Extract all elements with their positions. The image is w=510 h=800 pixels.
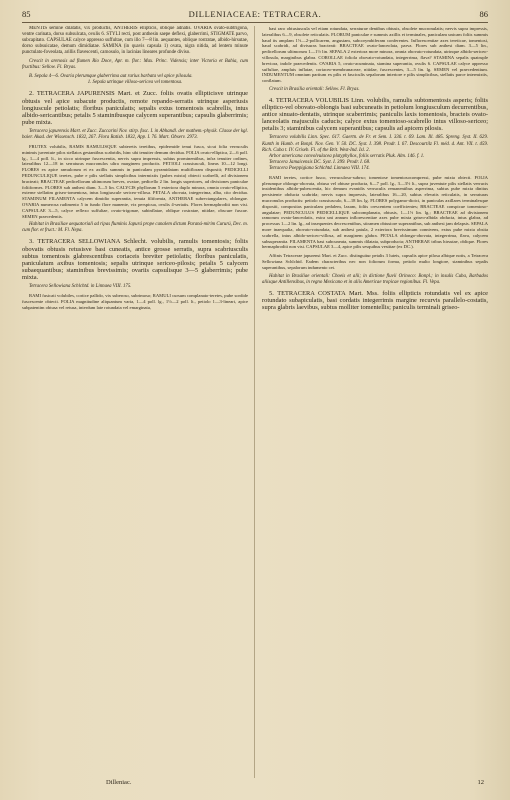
- column-divider: [254, 26, 255, 778]
- text-paragraph: RAMI teretes, cortice fusco, verruculoso-subrso; tomentose tomentosocompressi, pube mixta obtecti. FOLIA plerumque oblongo-obovata, obtusa vel obtuse producta, 6—7 poll. lg., 3—3½ lt., supra juventute pilis stellatis verrucis insidentibus albido-pubescentia, hic demum evanidis verruculis remanentibus asperrima, subtus pube mixta dinitus persistente obducta scabrida; nervis supra impressis, lateralibus 16—20, subtus elevatis reticulatis, in serraturas mucronulos productis: petiolo crassiusculo, 6—18 lin. lg. FLORES polygamo-dioici, in paniculas axillares terminalesque dispositi, compositas paniculam pedalem, laxam, foliis crescentem coefficientes; BRACTEAE conspicue tomentoso-angulatae; PEDUNCULUS PEDICELLIQUE subcomplanata, obtusis, 1—1½ lin. lg.; BRACTEAE ad divisionem ramorum ovato-lanceolatis, extra uni annum inflorescentiae axes pube mixta griseo-albida obducta, intus glabra, ad processus 1—2 lin. lg., ad insequentes decrescentibus, stiramen obtusiore superantibus, sub anthesi jam delapsis. SEPALA more inaequalia, obovato-rotundata, sub anthesi patula, 2 exteriora brevissimum connivens, extus pube mixta obsita scabrella, intus albido-sericeo-villosa, ad marginem glabra. PETALA oblongo-obovata, integerrima, flava, calycem subsuperantia. FILAMENTA basi subcuneata, summis dilatata, subproducta; ANTHERAE tribus hirsutae, oblique. Flores hermaphroditi non visi. CAPSULAE 3—4, apice pilis sesquibus vestitae (ex DC.).: [262, 174, 488, 250]
- gathering-number: 12: [477, 779, 484, 786]
- species-heading: 3. TETRACERA SELLOWIANA Schlecht. volubilis, ramulis tomentosis; foliis obovatis obtusis retusisve basi cuneatis, antice grosse serratis, supra scabriusculis subtus tomentosis glabrescentibus coriaceis breviter petiolatis; floribus paniculatis, paniculatum axibus tomentosis; sepalis utrinque sericeo-pilosis; petalis 5 calycem subaequantibus; staminibus brevissimis; ovariis capsulisque 3—5 glaberrimis; pube mixta.: [22, 238, 248, 281]
- text-paragraph: basi raro obtusiuscula vel etiam rotundata, serraturae dentibus obtusis, obsolete mucronulatis; nervis supra impressis, lateralibus 6—9, obsolete reticulatis. FLORUM paniculae e summis axillis et terminales, paniculam unicam foliis summis haud its amplam 1½—2-pollicarem, angustam, subcorymbiferam conferentes. Inflorescentiae axes tereticae, tomentosi, haud scabridi, ad divisuras bracteati: BRACTEAE ovato-lanceolata, parva. Flores sub anthesi diam. 3—5 lin., pedicellorum ultimorum 1—1½ lin. SEPALA 2 exteriora more minora, omnia obovato-rotundata, utrinque albido-sericeo-villosula, marginibus glabra. COROLLAE foliola obovato-rotundata, integerrima, flava? STAMINA sepalis quatruple breviora, indole praecedentis. OVARIA 5, ovato-acuminata, stamina superantia, ovulis 6. CAPSULAE calyce appresso suffultae, ampluis inflatae, coriaceo-membranaceae, nitidae, fuscescentes, 3—5 lin. lg. SEMEN vel praecedentium. INDUMENTUM omnium partium ex pilis et fasciculis sepalorum interiore e pilis simplicibus, stellatis parce intermixtis, conflatum.: [262, 26, 488, 84]
- text-paragraph: RAMI fusicati volubiles, cortice pallido, vix suberoso, subrimoso; RAMULI cursum complanato-teretes, pube sordide fuscescente obtecti. FOLIA magnitudine aliquantum varia, 1—4 poll. lg., 1½—2 poll. lt., petiolo 1—3-lineari, apice subpatentim obtusa vel retusa, interdum late rotundata vel emarginata,: [22, 293, 248, 310]
- citation-paragraph: Habitat in Brasiliae aequatoriali ad ripas fluminis Japurá prope canalem dictum Paraná-mirim Cururú, Dec. m. cum flor. et fruct.: M. Fl. Nepa.: [22, 222, 248, 234]
- citation-paragraph: Tetracera volubilis Linn. Spec. 617. Gaertn. de Fr. et Sem. I. 336. t. 69. Lam. Ill. 485. Spreng. Syst. II. 629. Kunth in Humb. et Bonpl. Nov. Gen. V. 50. DC. Syst. I. 398. Prodr. I. 67. Descourtilz Fl. méd. d. Ant. VII. t. 459. Rich. Cuba t. IV. Griseb. Fl. of the Brit. West-Ind. Isl. 2.: [262, 135, 488, 153]
- left-column: [22, 26, 248, 778]
- text-paragraph: Affinis Tetracerae japurensi Mart. et Zucc. distinguitur petalis 3 luteis, capsulis apice pilosa albique notis, a Tetracera Sellowiana Schlchtd. Eadem characteribus nec non foliorum forma, petiolo multo longiore, staminibus sepalis superantibus, sepalorum indumento cet.: [262, 253, 488, 270]
- running-header: [22, 8, 488, 20]
- species-heading: 5. TETRACERA COSTATA Mart. Mss. foliis ellipticis rotundatis vel ex apice rotundato subapiculatis, basi cordatis integerrimis margine recurvis parallelo-costatis, supra glabris laevibus, subtus molliter tomentellis; paniculis terminali griseo-: [262, 289, 488, 311]
- running-title: DILLENIACEAE: TETRACERA.: [188, 9, 322, 19]
- citation-paragraph: B. Sepala 4—6. Ovaria plerumque glaberrima aut rarius barbata vel apice pilosula.: [29, 74, 193, 80]
- text-paragraph: 1. Sepala utrinque villoso-sericea vel tomentosa.: [87, 80, 183, 86]
- citation-paragraph: Tetracera Poeppigiana Schlchtd. Linnaea VIII. 174.: [269, 165, 370, 171]
- citation-paragraph: Tetracera Jamaicensis DC. Syst. I. 399. Prodr. I. 68.: [269, 159, 371, 165]
- citation-paragraph: Habitat in Brasiliae orientali: Choeis et alii; in dictione fluvii Orinoco: Bonpl.; in insulis Cuba, Barbados aliisque Antillensibus, in regno Mexicano et in aliis Americae tropicae regionibus. Fl. Vepa.: [262, 273, 488, 285]
- right-column: [262, 26, 488, 778]
- citation-paragraph: Arbor americana convolvulacea platyphyllos, foliis serratis Pluk. Alm. 146. f. 1.: [269, 153, 425, 159]
- page-footer: [22, 778, 488, 788]
- text-paragraph: FRUTEX volubilis, RAMIS RAMULISQUE subteretis teretibus, epidermide tenui fusca, sicut folia verruculis minimis juventute pilos stellatos gestantibus scabridis, hinc ubi tenuiter demum decidua. FOLIA ovato-elliptica, 2—6 poll. lg., 1—4 poll. lt., in sicco utrinque fuscescentia, nervis supra impressis, subtus prominentibus, infra tenuiter ordines, lateralibus 12—18 in serraturas mucronulos ultra marginem productis. PETIOLI crassiusculi, lineas 10—12 longi. FLORES ex apice ramulorum et ex axillis summis in paniculam pyramidatam multifloram dispositi; PEDICELLI PEDUNCULIQUE teretes, pube e pilis stellatis simplicibus intermixtis (pubes mixta) obtecti scabrelli, ad divisionem bracteati; BRACTEAE pedicellorum ultimorum breves, ovatae, pedicello 2 lin. longis superiores, ad divisiones paniculae foliiformes. FLORES sub anthesi diam. 3—5 lin. CALYCIS phyllorum 5 exteriora duplo minora, omnia ovato-elliptica, externe stellatim griseo-tomentosa, intus longiuscule sericeo-villosa. PETALA obovata, integerrima, alba, cito decidua. STAMINUM FILAMENTA calycem dimidio superantia, tenuia filiformia, ANTHERAE subrectangulares, oblongae. OVARIA numerosa rudimento 5 in fundo flore manente, vix perspicua, ovulis 4-seriatis. Flores hermaphroditi non visi. CAPSULAE 3—5, calyce reflexo suffultae, ovato-trigonae, subinflatae, oblique rostratae, nitidae, obscure fuscae. SEMEN praecedentis.: [22, 143, 248, 219]
- citation-paragraph: Tetracera japurensis Mart. et Zucc. Zuccarini Nov. stirp. fasc. I. in Abhandl. der mathem.-physik. Classe der kgl. baier. Akad. der Wissensch. 1832, 267. Flora Ratisb. 1832, App. I. 76. Mart. Observ. 2973.: [22, 128, 248, 140]
- species-heading: 2. TETRACERA JAPURENSIS Mart. et Zucc. foliis ovatis ellipticisve utrinque obtusis vel apice subacute productis, remote repando-serratis utrinque asperiusis longiuscule petiolatis; floribus paniculatis; sepalis extus tomentosis scabrellis, intus albido-sericantibus; petalis 5 staminibusque calycem superantibus; capsulis glaberrimis; pube mixta.: [22, 90, 248, 126]
- citation-paragraph: Tetracera Sellowiana Schlchtd. in Linnaea VIII. 175.: [29, 284, 132, 289]
- header-rule: [22, 22, 488, 23]
- citation-paragraph: Crescit in Brasilia orientali: Sellow. Fl. Bryas.: [269, 86, 360, 92]
- signature-mark: Dilleniac.: [106, 779, 132, 786]
- species-heading: 4. TETRACERA VOLUBILIS Linn. volubilis, ramulis subtomentosis asperis; foliis elliptico-vel obovato-oblongis basi subcuneatis in petiolum longiusculum decurrentibus, antice sinuato-dentatis, utrinque scaberrimis; paniculis laxis tomentosis, bracteis ovato-lanceolatis majusculis caducis; calyce extus tomentoso-scabrello intus villoso-sericeo; petalis 3; staminibus calycem superantibus; capsulis ad apicem pilosis.: [262, 97, 488, 133]
- citation-paragraph: Crescit in arenosis ad flumen Rio Doce, Apr. m. flor.: Max. Princ. Vidensis; inter Victoria et Bahia, cum fructibus: Sellow. Fl. Bryas.: [22, 59, 248, 71]
- page-number-left: 85: [22, 9, 31, 19]
- text-paragraph: MENTIS semine dilatatis, vix productis, ANTHERIS ellipticis, oblique adnatis. OVARIA ovato-subtrigona, ventre carinata, dorso subsulcata, ovulis 6. STYLI recti, post anthesin saepe deflexi, glaberrimi, STIGMATE parvo, subcapitato. CAPSULAE calyce appresso suffultae, cum illo 7—8 lin. aequantes, oblique rostratae, albido-hirsutae, dorso subsuicatae, demum dimidiatae. SAMINA (in quavis capsula 1) ovata, nigra nitida, ad lentem minute punctulato-foveolata, arillis flavescenti, carnosulo, in lacinias lineares profunde diviso.: [22, 26, 248, 56]
- page-number-right: 86: [479, 9, 488, 19]
